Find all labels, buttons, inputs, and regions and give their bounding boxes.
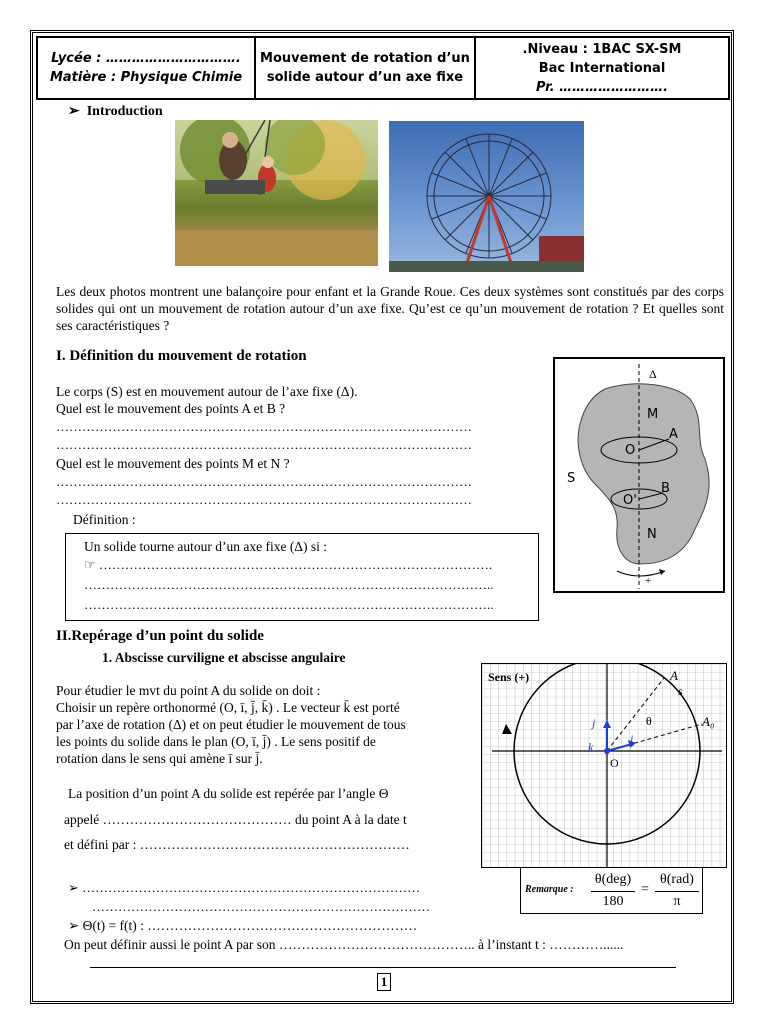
fig-plus-label: +	[645, 575, 652, 587]
fig-O-prime-label: O'	[623, 493, 637, 508]
ferris-wheel-photo	[389, 121, 584, 272]
fig-delta-label: Δ	[649, 367, 657, 381]
definition-box	[65, 533, 539, 621]
question-2: Quel est le mouvement des points M et N ?	[56, 456, 290, 471]
fig-M-label: M	[647, 407, 659, 422]
answer-dots-4: ……………………………………………………………………………………	[56, 492, 472, 507]
section-2-subheading: 1. Abscisse curviligne et abscisse angulaire	[102, 650, 346, 665]
grid-A-label: A	[670, 668, 678, 683]
fig-A-label: A	[669, 427, 678, 442]
answer-dots-1: ……………………………………………………………………………………	[56, 419, 472, 434]
definition-dots-2: …………………………………………………………………………………..	[84, 577, 494, 592]
angular-position-figure	[481, 663, 727, 868]
remark-equals: =	[641, 882, 649, 897]
section-2-p8: et défini par : ……………………………………………………	[64, 837, 410, 852]
section-2-p3: par l’axe de rotation (Δ) et on peut étudier le mouvement de tous	[56, 717, 406, 732]
bullet-1: ➢ ……………………………………………………………………	[68, 880, 421, 895]
section-1-line1: Le corps (S) est en mouvement autour de l’axe fixe (Δ).	[56, 384, 358, 399]
grid-A0-label: A₀	[702, 714, 715, 729]
remark-label: Remarque :	[525, 884, 574, 895]
intro-paragraph: Les deux photos montrent une balançoire pour enfant et la Grande Roue. Ces deux systèmes sont constitués par des corps solides qui ont un mouvement de rotation autour d’un axe fixe. Qu’est ce qu’un mouvement de rotation ? Et quelles sont ses caractéristiques ?	[56, 284, 724, 333]
definition-dots-1: ☞ ……………………………………………………………………………….	[84, 557, 493, 572]
niveau-line: .Niveau : 1BAC SX-SM	[522, 41, 682, 57]
section-2-p2: Choisir un repère orthonormé (O, ī, j̄, k̄) . Le vecteur k̄ est porté	[56, 700, 400, 715]
remark-fraction-bar-1	[591, 891, 635, 892]
section-2-p1: Pour étudier le mvt du point A du solide on doit :	[56, 683, 321, 698]
section-2-p4: les points du solide dans le plan (O, ī, j̄) . Le sens positif de	[56, 734, 376, 749]
header-school-cell	[38, 38, 256, 98]
header-title-cell	[256, 38, 476, 98]
fig-S-label: S	[567, 471, 576, 486]
remark-numerator-deg: θ(deg)	[594, 872, 632, 887]
header-level-cell	[476, 38, 728, 98]
grid-sens-label: Sens (+)	[488, 670, 530, 684]
grid-j-label: j	[592, 716, 596, 730]
grid-i-label: i	[630, 732, 634, 746]
section-2-p6: La position d’un point A du solide est repérée par l’angle Θ	[68, 786, 389, 801]
grid-O-label: O	[610, 756, 619, 770]
bullet-1-continuation: ……………………………………………………………………	[92, 899, 430, 914]
bullet-2: ➢ Θ(t) = f(t) : ……………………………………………………	[68, 918, 418, 933]
section-2-p5: rotation dans le sens qui amène ī sur j̄.	[56, 751, 263, 766]
header-table	[36, 36, 730, 100]
matiere-line: Matière : Physique Chimie	[49, 70, 243, 85]
remark-denominator-pi: π	[673, 894, 681, 909]
section-1-heading: I. Définition du mouvement de rotation	[56, 348, 307, 364]
fig-N-label: N	[647, 527, 657, 542]
title-line-2: solide autour d’un axe fixe	[266, 70, 464, 85]
footer-rule	[90, 967, 676, 968]
remark-box	[520, 867, 703, 914]
fig-B-label: B	[661, 481, 670, 496]
title-line-1: Mouvement de rotation d’un	[260, 51, 470, 66]
arrow-bullet-icon: ➢	[68, 104, 80, 119]
page-number: 1	[377, 973, 391, 991]
remark-fraction-bar-2	[655, 891, 699, 892]
answer-dots-2: ……………………………………………………………………………………	[56, 437, 472, 452]
remark-numerator-rad: θ(rad)	[660, 872, 694, 887]
solid-rotation-figure	[553, 357, 725, 593]
last-line: On peut définir aussi le point A par son …………………………………….. à l’instant t : …………......	[64, 937, 624, 952]
answer-dots-3: ……………………………………………………………………………………	[56, 474, 472, 489]
grid-theta-label: θ	[646, 714, 652, 728]
section-2-heading: II.Repérage d’un point du solide	[56, 628, 264, 644]
bac-line: Bac International	[538, 60, 666, 76]
fig-O-label: O	[625, 443, 636, 458]
grid-s-label: s	[678, 684, 683, 698]
definition-text: Un solide tourne autour d’un axe fixe (Δ) si :	[84, 539, 327, 554]
swing-photo	[175, 120, 378, 266]
lycee-line: Lycée : ………………………….	[51, 51, 241, 66]
definition-label: Définition :	[73, 512, 136, 527]
grid-k-label: k	[588, 740, 594, 754]
question-1: Quel est le mouvement des points A et B ?	[56, 401, 286, 416]
section-2-p7: appelé …………………………………… du point A à la date t	[64, 812, 407, 827]
definition-dots-3: …………………………………………………………………………………..	[84, 597, 494, 612]
remark-denominator-deg: 180	[602, 894, 624, 909]
intro-heading: ➢ Introduction	[68, 104, 163, 119]
prof-line: Pr. …………………….	[535, 79, 669, 95]
